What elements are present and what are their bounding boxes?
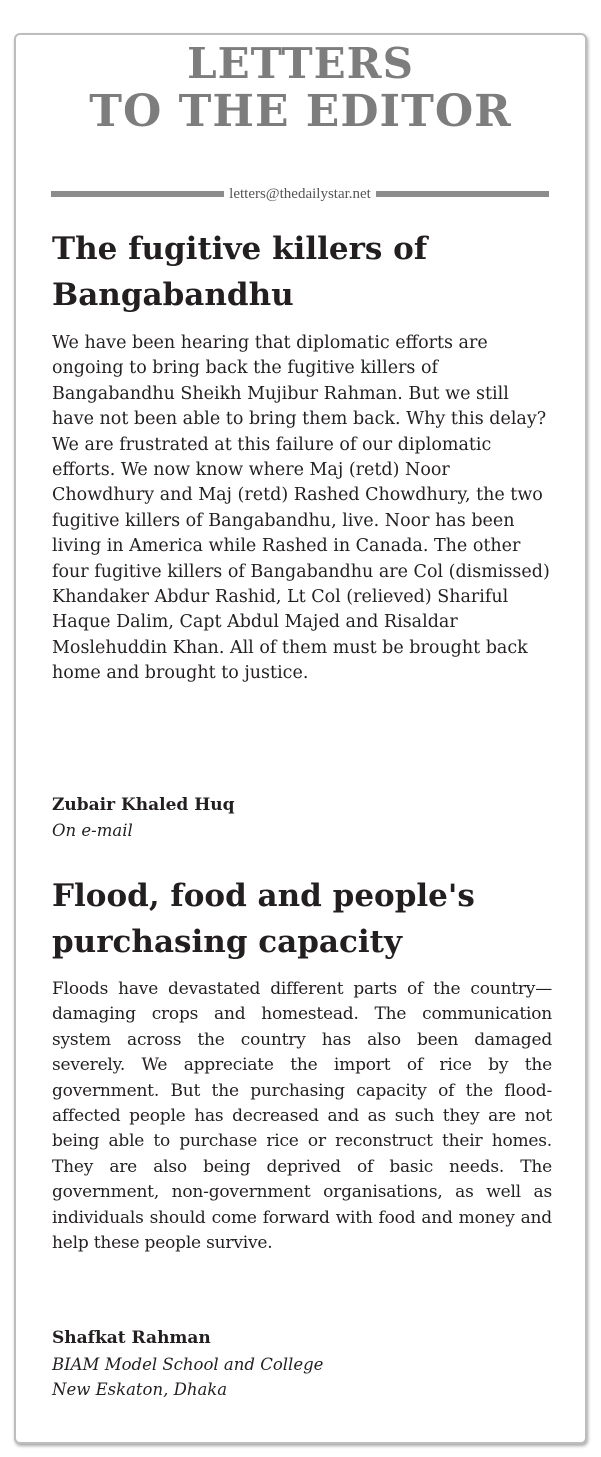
divider-right [376, 191, 549, 197]
letter-2-author: Shafkat Rahman [52, 1328, 211, 1348]
editor-email-link[interactable]: letters@thedailystar.net [229, 185, 371, 202]
email-bar [51, 183, 549, 205]
letter-2-headline [52, 873, 552, 965]
section-masthead [0, 40, 601, 136]
letter-1-source: On e-mail [52, 821, 133, 840]
letter-1-author: Zubair Khaled Huq [52, 795, 235, 815]
letter-2-body: Floods have devastated different parts of the country—damaging crops and homestead. The communication system across the country has also been damaged severely. We appreciate the import of rice by the government. But the purchasing capacity of the flood-affected people has decreased and as such they are not being able to purchase rice or reconstruct their homes. They are also being deprived of basic needs. The government, non-government organisations, as well as individuals should come forward with food and money and help these people survive. [52, 979, 552, 1254]
masthead-line-2: TO THE EDITOR [89, 86, 512, 137]
letter-2-source-line-1: BIAM Model School and College [52, 1355, 324, 1374]
masthead-line-1: LETTERS [187, 39, 414, 88]
divider-left [51, 191, 224, 197]
letter-2-headline-line-1: Flood, food and people's [52, 878, 475, 914]
letter-1-headline-line-1: The fugitive killers of [52, 231, 428, 267]
letter-2-source-line-2: New Eskaton, Dhaka [52, 1380, 228, 1399]
letter-1-headline-line-2: Bangabandhu [52, 277, 294, 313]
letter-1-headline [52, 226, 552, 318]
letter-2-headline-line-2: purchasing capacity [52, 924, 402, 960]
letter-1-body: We have been hearing that diplomatic efforts are ongoing to bring back the fugitive killers of Bangabandhu Sheikh Mujibur Rahman. But we still have not been able to bring them back. Why this delay? We are frustrated at this failure of our diplomatic efforts. We now know where Maj (retd) Noor Chowdhury and Maj (retd) Rashed Chowdhury, the two fugitive killers of Bangabandhu, live. Noor has been living in America while Rashed in Canada. The other four fugitive killers of Bangabandhu are Col (dismissed) Khandaker Abdur Rashid, Lt Col (relieved) Shariful Haque Dalim, Capt Abdul Majed and Risaldar Moslehuddin Khan. All of them must be brought back home and brought to justice. [52, 333, 550, 684]
